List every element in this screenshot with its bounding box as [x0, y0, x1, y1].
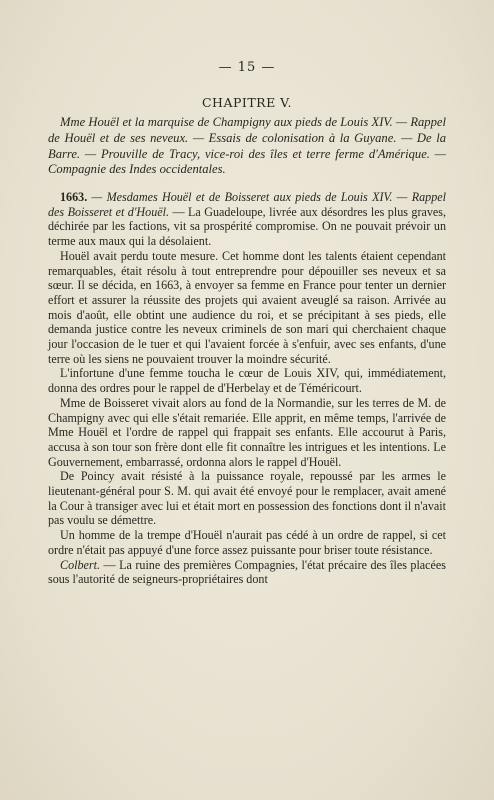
- paragraph: Mme de Boisseret vivait alors au fond de la Normandie, sur les terres de M. de Champigny avec qui elle s'était remariée. Elle apprit, en même temps, l'arrivée de Mme Houël et l'ordre de rappel qui frappait ses enfants. Elle accourut à Paris, accusa à son tour son frère dont elle fit connaître les intrigues et les intentions. Le Gouvernement, embarrassé, ordonna alors le rappel d'Houël.: [48, 395, 446, 469]
- paragraph: L'infortune d'une femme toucha le cœur de Louis XIV, qui, immédiatement, donna des ordres pour le rappel de d'Herbelay et de Téméricourt.: [48, 366, 446, 396]
- paragraph-lead-title: — Mesdames Houël et de Boisseret aux pieds de Louis XIV. — Rappel des Boisseret et d'Houël.: [48, 190, 446, 219]
- paragraph: Houël avait perdu toute mesure. Cet homme dont les talents étaient cependant remarquables, était résolu à tout entreprendre pour dépouiller ses neveux et sa sœur. Il se décida, en 1663, à envoyer sa femme en France pour tenter un dernier effort et assurer la réussite des projets qui avaient aveuglé sa raison. Arrivée au mois d'août, elle obtint une audience du roi, et se précipitant à ses pieds, elle demanda justice contre les neveux criminels de son mari qui cherchaient chaque jour l'occasion de le tuer et qui l'avaient forcée à s'enfuir, avec ses enfants, d'une terre où les siens ne pouvaient trouver la moindre sécurité.: [48, 248, 446, 366]
- chapter-summary: Mme Houël et la marquise de Champigny aux pieds de Louis XIV. — Rappel de Houël et de ses neveux. — Essais de colonisation à la Guyane. — De la Barre. — Prouville de Tracy, vice-roi des îles et terre ferme d'Amérique. — Compagnie des Indes occidentales.: [48, 115, 446, 177]
- paragraph-text: — La Guadeloupe, livrée aux désordres les plus graves, déchirée par les factions, vit sa prospérité compromise. On ne pouvait prévoir un terme aux maux qui la désolaient.: [48, 204, 446, 249]
- chapter-title: CHAPITRE V.: [201, 95, 292, 110]
- paragraph-lead-date: 1663.: [60, 190, 88, 204]
- page-number: — 15 —: [218, 60, 276, 75]
- paragraph: Un homme de la trempe d'Houël n'aurait pas cédé à un ordre de rappel, si cet ordre n'était pas appuyé d'une force assez puissante pour briser toute résistance.: [48, 528, 446, 557]
- body-text: [48, 190, 446, 587]
- paragraph: [48, 558, 446, 587]
- paragraph-lead-title: Colbert.: [60, 557, 100, 572]
- paragraph-text: — La ruine des premières Compagnies, l'état précaire des îles placées sous l'autorité de seigneurs-propriétaires dont: [48, 557, 446, 587]
- paragraph: [48, 190, 446, 249]
- paragraph: De Poincy avait résisté à la puissance royale, repoussé par les armes le lieutenant-général pour S. M. qui avait été envoyé pour le remplacer, avait amené la Cour à transiger avec lui et était mort en possession des fonctions dont il n'avait pas voulu se démettre.: [48, 469, 446, 528]
